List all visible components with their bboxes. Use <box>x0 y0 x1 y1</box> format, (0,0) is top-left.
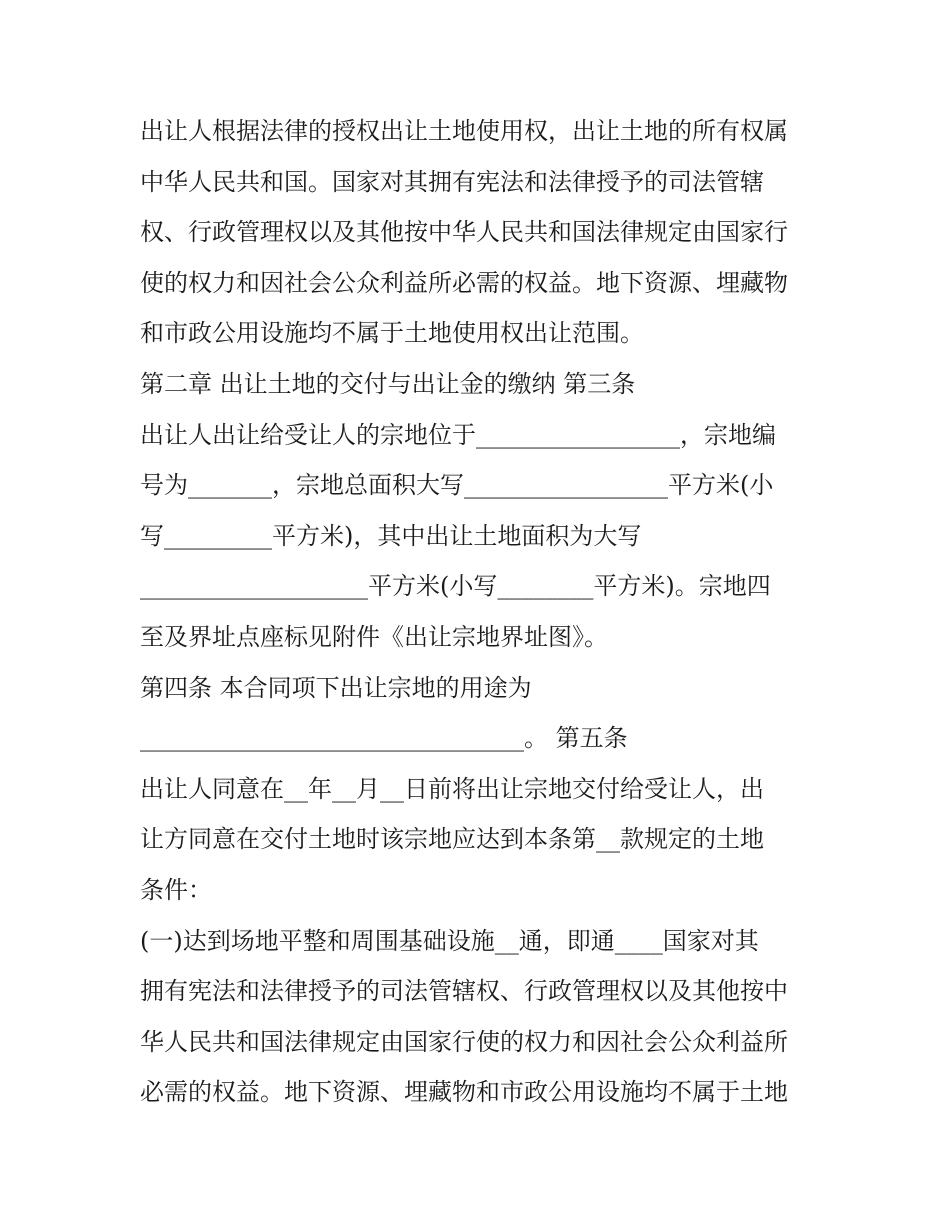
text-line: (一)达到场地平整和周围基础设施__通，即通____国家对其 <box>140 926 759 955</box>
text-line: 出让人出让给受让人的宗地位于_________________，宗地编 <box>140 420 776 449</box>
text-line: ________________________________。 第五条 <box>140 724 628 753</box>
text-line: 和市政公用设施均不属于土地使用权出让范围。 <box>140 319 644 348</box>
text-line: 写_________平方米)，其中出让土地面积为大写 <box>140 521 642 550</box>
text-line: 必需的权益。地下资源、埋藏物和市政公用设施均不属于土地 <box>140 1078 788 1107</box>
chapter-heading-line: 第二章 出让土地的交付与出让金的缴纳 第三条 <box>140 369 636 398</box>
text-line: 拥有宪法和法律授予的司法管辖权、行政管理权以及其他按中 <box>140 977 788 1006</box>
text-line: 权、行政管理权以及其他按中华人民共和国法律规定由国家行 <box>140 218 788 247</box>
text-line: 号为_______，宗地总面积大写_________________平方米(小 <box>140 471 774 500</box>
text-line: 中华人民共和国。国家对其拥有宪法和法律授予的司法管辖 <box>140 167 764 196</box>
text-line: 出让人同意在__年__月__日前将出让宗地交付给受让人，出 <box>140 774 764 803</box>
text-line: 至及界址点座标见附件《出让宗地界址图》。 <box>140 622 608 651</box>
text-line: 出让人根据法律的授权出让土地使用权，出让土地的所有权属 <box>140 117 788 145</box>
text-line: 让方同意在交付土地时该宗地应达到本条第__款规定的土地 <box>140 825 764 854</box>
document-page <box>140 106 815 1118</box>
text-line: 华人民共和国法律规定由国家行使的权力和因社会公众利益所 <box>140 1027 788 1056</box>
text-line: 使的权力和因社会公众利益所必需的权益。地下资源、埋藏物 <box>140 268 788 297</box>
article-heading-line: 第四条 本合同项下出让宗地的用途为 <box>140 673 532 702</box>
text-line: ___________________平方米(小写________平方米)。宗地四 <box>140 572 771 601</box>
text-line: 条件： <box>140 875 212 904</box>
